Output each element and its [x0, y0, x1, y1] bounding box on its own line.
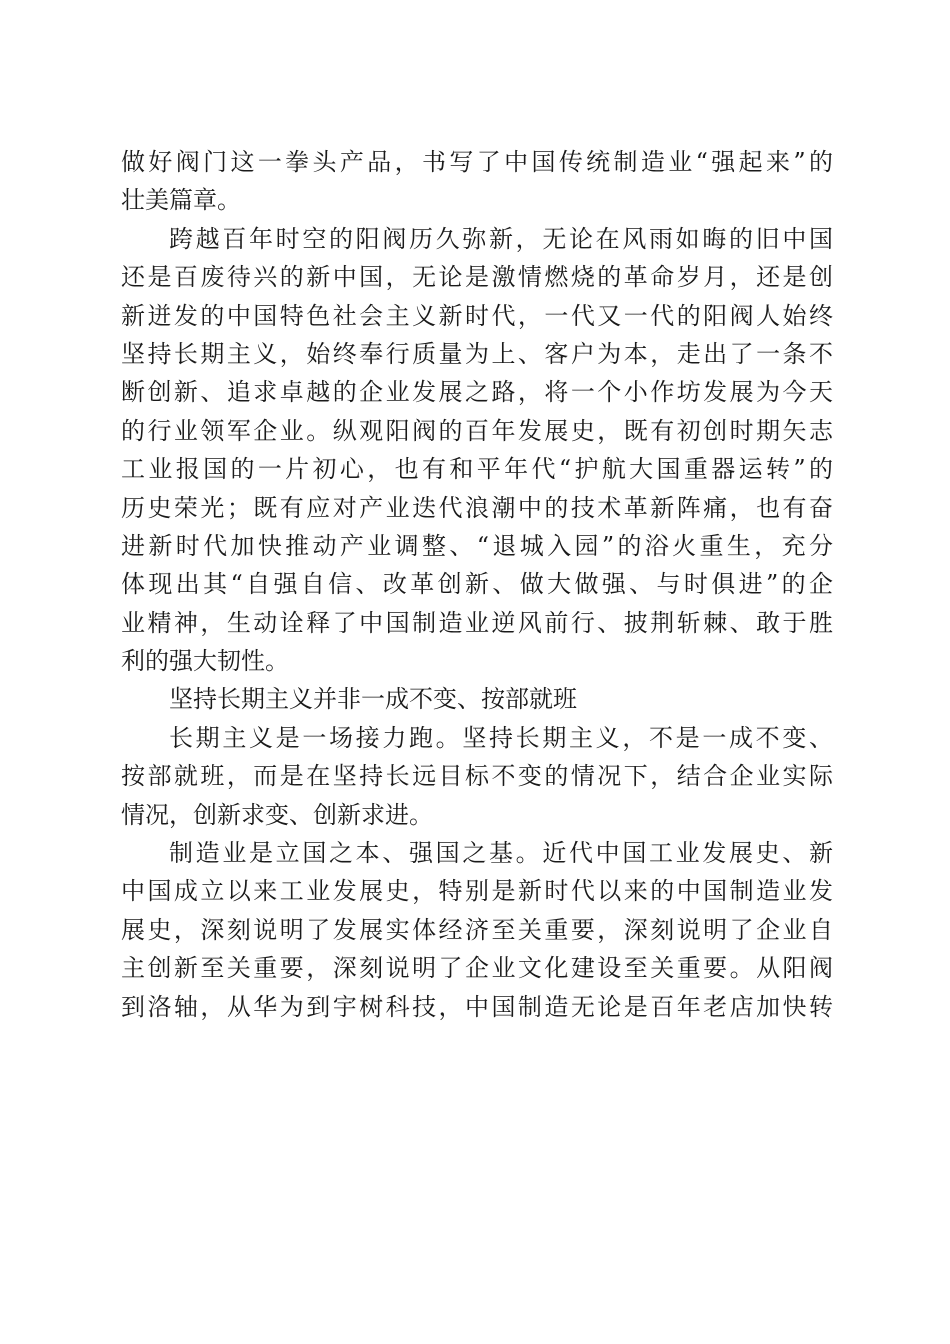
text-line: 展史，深刻说明了发展实体经济至关重要，深刻说明了企业自 — [121, 915, 833, 944]
text-line: 工业报国的一片初心，也有和平年代“护航大国重器运转”的 — [121, 455, 833, 484]
text-line: 的行业领军企业。纵观阳阀的百年发展史，既有初创时期矢志 — [121, 416, 833, 445]
text-line: 情况，创新求变、创新求进。 — [121, 800, 433, 829]
text-line: 做好阀门这一拳头产品，书写了中国传统制造业“强起来”的 — [121, 148, 833, 176]
text-line: 进新时代加快推动产业调整、“退城入园”的浴火重生，充分 — [121, 531, 833, 560]
text-line: 断创新、追求卓越的企业发展之路，将一个小作坊发展为今天 — [121, 378, 833, 407]
text-line: 新迸发的中国特色社会主义新时代，一代又一代的阳阀人始终 — [121, 301, 833, 330]
text-line: 壮美篇章。 — [121, 186, 241, 215]
text-line: 坚持长期主义，始终奉行质量为上、客户为本，走出了一条不 — [121, 339, 833, 368]
paragraph — [121, 719, 833, 834]
document-body — [121, 143, 833, 1026]
text-line: 还是百废待兴的新中国，无论是激情燃烧的革命岁月，还是创 — [121, 263, 833, 292]
text-line: 利的强大韧性。 — [121, 647, 289, 676]
paragraph-continuation — [121, 143, 833, 220]
heading-line: 坚持长期主义并非一成不变、按部就班 — [169, 685, 577, 714]
text-line: 到洛轴，从华为到宇树科技，中国制造无论是百年老店加快转 — [121, 992, 833, 1021]
section-heading — [121, 680, 833, 718]
text-line: 业精神，生动诠释了中国制造业逆风前行、披荆斩棘、敢于胜 — [121, 608, 833, 637]
paragraph — [121, 834, 833, 1026]
text-line: 跨越百年时空的阳阀历久弥新，无论在风雨如晦的旧中国 — [169, 224, 833, 253]
text-line: 主创新至关重要，深刻说明了企业文化建设至关重要。从阳阀 — [121, 954, 833, 983]
text-line: 长期主义是一场接力跑。坚持长期主义，不是一成不变、 — [169, 723, 833, 752]
paragraph — [121, 220, 833, 681]
text-line: 中国成立以来工业发展史，特别是新时代以来的中国制造业发 — [121, 877, 833, 906]
text-line: 体现出其“自强自信、改革创新、做大做强、与时俱进”的企 — [121, 570, 833, 599]
text-line: 按部就班，而是在坚持长远目标不变的情况下，结合企业实际 — [121, 762, 833, 791]
text-line: 制造业是立国之本、强国之基。近代中国工业发展史、新 — [169, 839, 833, 868]
text-line: 历史荣光；既有应对产业迭代浪潮中的技术革新阵痛，也有奋 — [121, 493, 833, 522]
